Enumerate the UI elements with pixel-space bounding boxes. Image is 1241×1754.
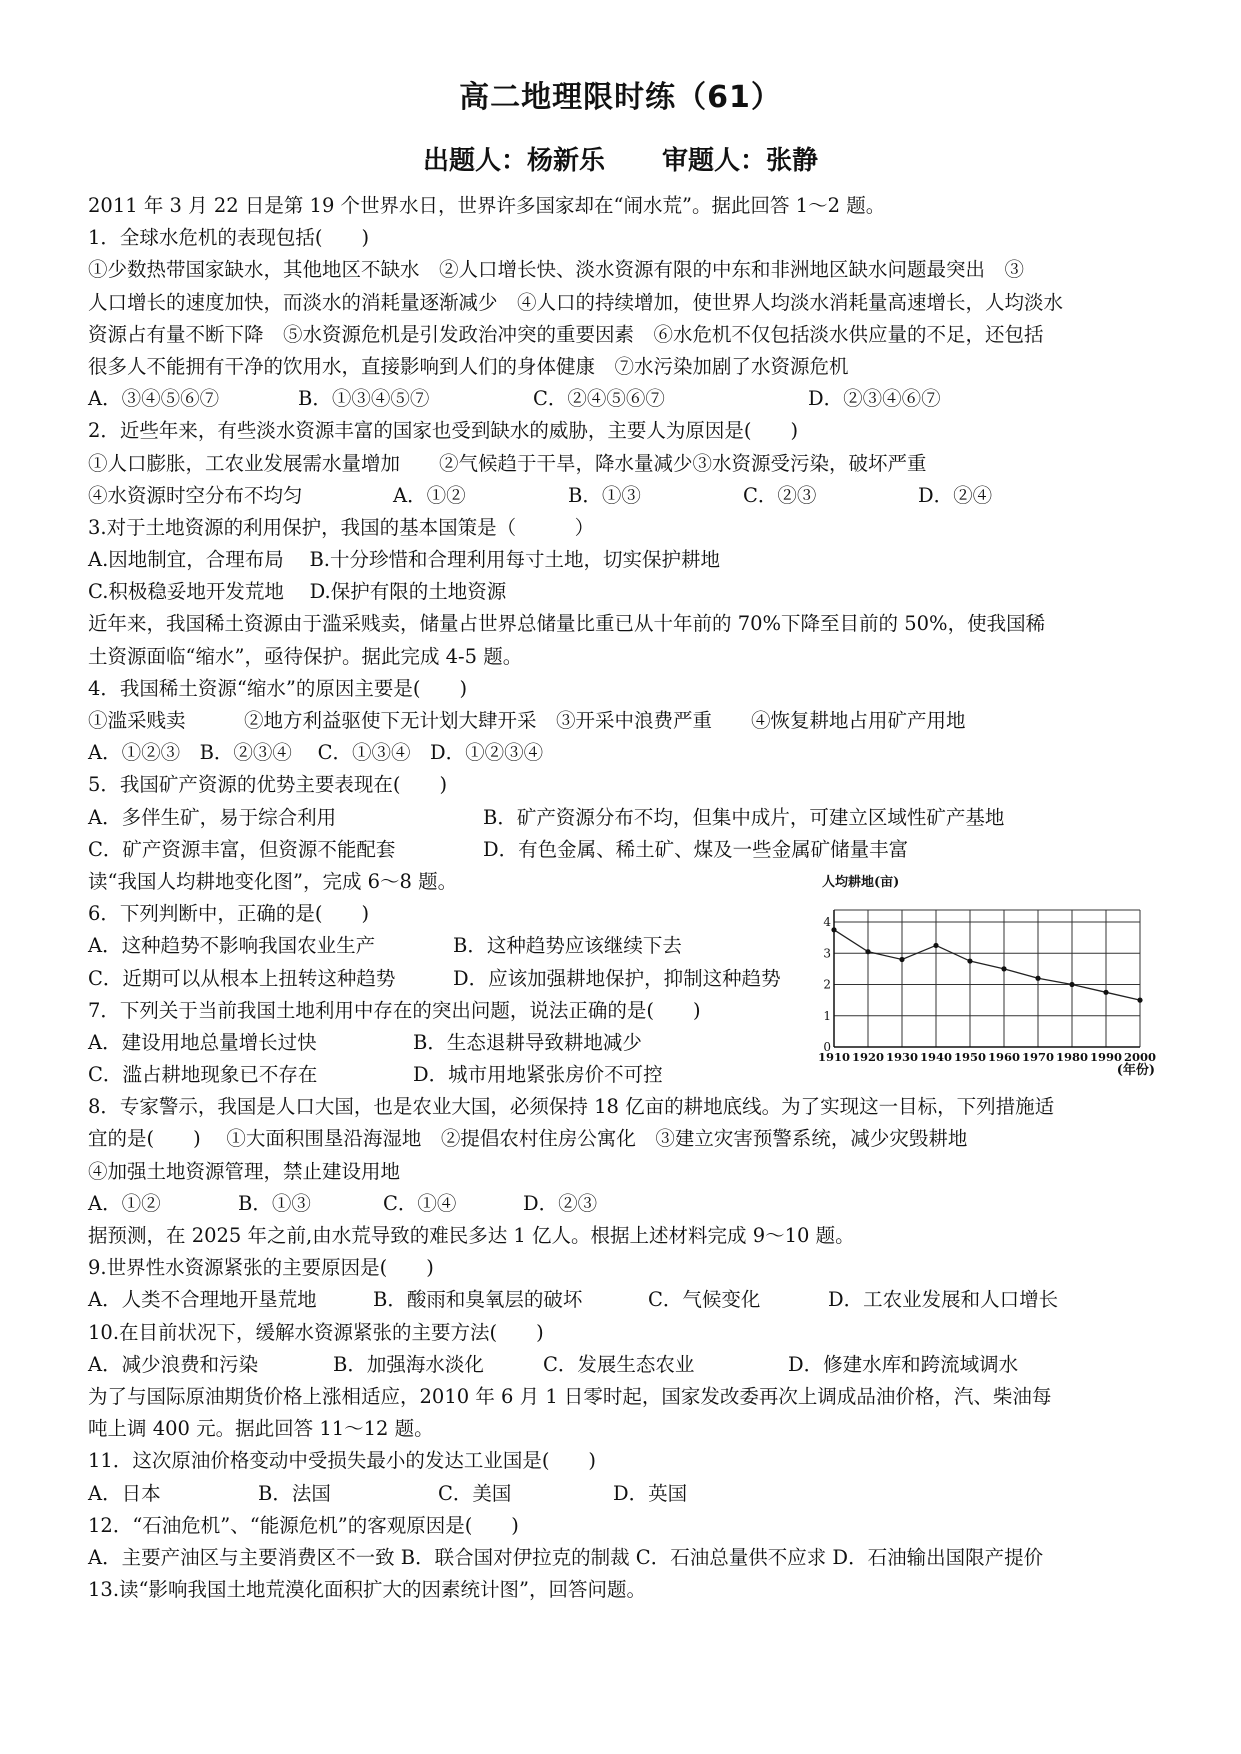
page-title: 高二地理限时练（61） — [459, 80, 782, 115]
text-line: 人口增长的速度加快，而淡水的消耗量逐渐减少 ④人口的持续增加，使世界人均淡水消耗量高速增长，人均淡水 — [88, 290, 1064, 314]
data-point — [1137, 998, 1142, 1003]
answer-option: B．法国 — [258, 1481, 331, 1505]
options-line — [88, 480, 1158, 512]
y-tick-label: 4 — [823, 915, 831, 929]
data-point — [1001, 966, 1006, 971]
options-line — [88, 1188, 1158, 1220]
answer-option: C．近期可以从根本上扭转这种趋势 — [88, 966, 396, 990]
data-point — [831, 927, 836, 932]
answer-option: B．生态退耕导致耕地减少 — [413, 1030, 642, 1054]
answer-option: A．①② — [393, 483, 466, 507]
text-line: 近年来，我国稀土资源由于滥采贱卖，储量占世界总储量比重已从十年前的 70%下降至目前的 50%，使我国稀 — [88, 612, 1046, 636]
x-tick-label: 1940 — [919, 1050, 953, 1064]
chart-x-ticks — [818, 1050, 1156, 1064]
text-line: 很多人不能拥有干净的饮用水，直接影响到人们的身体健康 ⑦水污染加剧了水资源危机 — [88, 354, 849, 378]
x-tick-label: 1930 — [885, 1050, 919, 1064]
answer-option: B．①③ — [238, 1191, 311, 1215]
options-line — [88, 1059, 828, 1091]
options-line — [88, 1478, 1158, 1510]
question-setter: 出题人：杨新乐 — [422, 146, 605, 176]
options-line — [88, 1284, 1158, 1316]
answer-option: B．①③ — [568, 483, 641, 507]
answer-option: C．滥占耕地现象已不存在 — [88, 1063, 318, 1087]
y-tick-label: 1 — [823, 1008, 831, 1023]
text-line: ①滥采贱卖 ②地方利益驱使下无计划大肆开采 ③开采中浪费严重 ④恢复耕地占用矿产用地 — [88, 709, 966, 732]
authors-line — [0, 140, 1241, 177]
text-line: 10.在目前状况下，缓解水资源紧张的主要方法( ) — [88, 1320, 544, 1344]
answer-option: D．应该加强耕地保护，抑制这种趋势 — [453, 966, 781, 990]
text-line: C.积极稳妥地开发荒地 D.保护有限的土地资源 — [88, 580, 507, 604]
answer-option: D．英国 — [613, 1481, 688, 1505]
question-reviewer: 审题人：张静 — [662, 146, 819, 176]
text-line: 资源占有量不断下降 ⑤水资源危机是引发政治冲突的重要因素 ⑥水危机不仅包括淡水供应量的不足，还包括 — [88, 322, 1044, 346]
text-line: 据预测，在 2025 年之前,由水荒导致的难民多达 1 亿人。根据上述材料完成 9～10 题。 — [88, 1224, 855, 1247]
answer-option: C．②③ — [743, 483, 817, 507]
answer-option: D．城市用地紧张房价不可控 — [413, 1063, 663, 1087]
text-line: 2．近些年来，有些淡水资源丰富的国家也受到缺水的威胁，主要人为原因是( ) — [88, 419, 799, 443]
text-line: 为了与国际原油期货价格上涨相适应，2010 年 6 月 1 日零时起，国家发改委再次上调成品油价格，汽、柴油每 — [88, 1384, 1052, 1408]
x-tick-label: 2000 — [1123, 1050, 1157, 1064]
chart-series-line — [834, 930, 1140, 1000]
text-line: 4．我国稀土资源“缩水”的原因主要是( ) — [88, 676, 468, 700]
text-line: ④加强土地资源管理，禁止建设用地 — [88, 1159, 401, 1183]
text-line: 2011 年 3 月 22 日是第 19 个世界水日，世界许多国家却在“闹水荒”。据此回答 1～2 题。 — [88, 194, 886, 217]
answer-option: A．③④⑤⑥⑦ — [88, 387, 220, 411]
answer-option: D．②④ — [918, 483, 993, 507]
text-line: 吨上调 400 元。据此回答 11～12 题。 — [88, 1417, 434, 1441]
answer-option: A．①② — [88, 1191, 161, 1215]
answer-option: D．有色金属、稀土矿、煤及一些金属矿储量丰富 — [483, 837, 909, 861]
answer-option: B．加强海水淡化 — [333, 1352, 484, 1376]
chart-x-axis-label: (年份) — [1116, 1063, 1155, 1078]
text-line: 宜的是( ) ①大面积围垦沿海湿地 ②提倡农村住房公寓化 ③建立灾害预警系统，减少灾毁耕地 — [88, 1127, 968, 1151]
text-line: 12．“石油危机”、“能源危机”的客观原因是( ) — [88, 1513, 519, 1537]
x-tick-label: 1970 — [1021, 1050, 1055, 1064]
text-line: 5．我国矿产资源的优势主要表现在( ) — [88, 773, 448, 797]
data-point — [865, 949, 870, 954]
text-line: A．①②③ B．②③④ C．①③④ D．①②③④ — [88, 741, 544, 765]
text-line: ①少数热带国家缺水，其他地区不缺水 ②人口增长快、淡水资源有限的中东和非洲地区缺水问题最突出 ③ — [88, 258, 1025, 282]
chart-grid — [834, 910, 1140, 1047]
y-tick-label: 0 — [823, 1040, 831, 1054]
answer-option: A．建设用地总量增长过快 — [88, 1030, 317, 1054]
answer-option: C．①④ — [383, 1191, 457, 1215]
options-line — [88, 1349, 1158, 1381]
answer-option: A．减少浪费和污染 — [88, 1352, 259, 1376]
data-point — [1035, 976, 1040, 981]
answer-option: C．发展生态农业 — [543, 1352, 695, 1376]
answer-option: A．人类不合理地开垦荒地 — [88, 1288, 317, 1312]
data-point — [967, 958, 972, 963]
data-point — [1103, 990, 1108, 995]
answer-option: A．日本 — [88, 1481, 161, 1505]
options-line — [88, 834, 1158, 866]
answer-option: A．多伴生矿，易于综合利用 — [88, 805, 337, 829]
x-tick-label: 1990 — [1089, 1050, 1123, 1064]
answer-option: A．这种趋势不影响我国农业生产 — [88, 934, 376, 958]
answer-option: B．这种趋势应该继续下去 — [453, 934, 682, 958]
x-tick-label: 1950 — [953, 1050, 987, 1064]
text-line: 1．全球水危机的表现包括( ) — [88, 226, 370, 250]
text-line: A．主要产油区与主要消费区不一致 B．联合国对伊拉克的制裁 C．石油总量供不应求 D．石油输出国限产提价 — [88, 1545, 1044, 1569]
answer-option: C．②④⑤⑥⑦ — [533, 387, 665, 411]
text-line: A.因地制宜，合理布局 B.十分珍惜和合理利用每寸土地，切实保护耕地 — [88, 548, 721, 572]
answer-option: D．修建水库和跨流域调水 — [788, 1352, 1019, 1376]
y-tick-label: 2 — [823, 977, 831, 992]
answer-option: C．气候变化 — [648, 1288, 761, 1312]
answer-option: D．工农业发展和人口增长 — [828, 1288, 1059, 1312]
data-point — [1069, 982, 1074, 987]
data-point — [899, 957, 904, 962]
text-line: 读“我国人均耕地变化图”，完成 6～8 题。 — [88, 869, 458, 893]
options-line — [88, 383, 1158, 415]
answer-option: D．②③ — [523, 1191, 598, 1215]
answer-option: ④水资源时空分布不均匀 — [88, 483, 303, 507]
text-line: 9.世界性水资源紧张的主要原因是( ) — [88, 1256, 434, 1280]
chart-y-axis-label: 人均耕地(亩) — [822, 875, 900, 890]
options-line — [88, 802, 1158, 834]
text-line: 13.读“影响我国土地荒漠化面积扩大的因素统计图”，回答问题。 — [88, 1578, 646, 1602]
series-line — [834, 930, 1140, 1000]
answer-option: B．矿产资源分布不均，但集中成片，可建立区域性矿产基地 — [483, 805, 1005, 829]
text-line: 6．下列判断中，正确的是( ) — [88, 902, 370, 926]
options-line — [88, 963, 828, 995]
x-tick-label: 1960 — [987, 1050, 1021, 1064]
chart-axes — [834, 910, 1140, 1047]
answer-option: C．矿产资源丰富，但资源不能配套 — [88, 837, 396, 861]
text-line: 7．下列关于当前我国土地利用中存在的突出问题，说法正确的是( ) — [88, 998, 701, 1022]
y-tick-label: 3 — [823, 946, 831, 961]
text-line: 8．专家警示，我国是人口大国，也是农业大国，必须保持 18 亿亩的耕地底线。为了实现这一目标，下列措施适 — [88, 1095, 1055, 1119]
answer-option: B．酸雨和臭氧层的破坏 — [373, 1288, 583, 1312]
text-line: 3.对于土地资源的利用保护，我国的基本国策是（ ） — [88, 515, 595, 539]
x-tick-label: 1910 — [817, 1050, 851, 1064]
chart-y-ticks — [823, 915, 831, 1054]
answer-option: D．②③④⑥⑦ — [808, 387, 941, 411]
per-capita-farmland-chart — [817, 872, 1158, 1078]
x-tick-label: 1920 — [851, 1050, 885, 1064]
text-line: 土资源面临“缩水”，亟待保护。据此完成 4-5 题。 — [88, 644, 523, 668]
text-line: 11．这次原油价格变动中受损失最小的发达工业国是( ) — [88, 1449, 597, 1473]
x-tick-label: 1980 — [1055, 1050, 1089, 1064]
options-line — [88, 1027, 828, 1059]
text-line: ①人口膨胀，工农业发展需水量增加 ②气候趋于干旱，降水量减少③水资源受污染，破坏严重 — [88, 451, 927, 475]
options-line — [88, 930, 828, 962]
answer-option: C．美国 — [438, 1481, 512, 1505]
data-point — [933, 943, 938, 948]
answer-option: B．①③④⑤⑦ — [298, 387, 430, 411]
